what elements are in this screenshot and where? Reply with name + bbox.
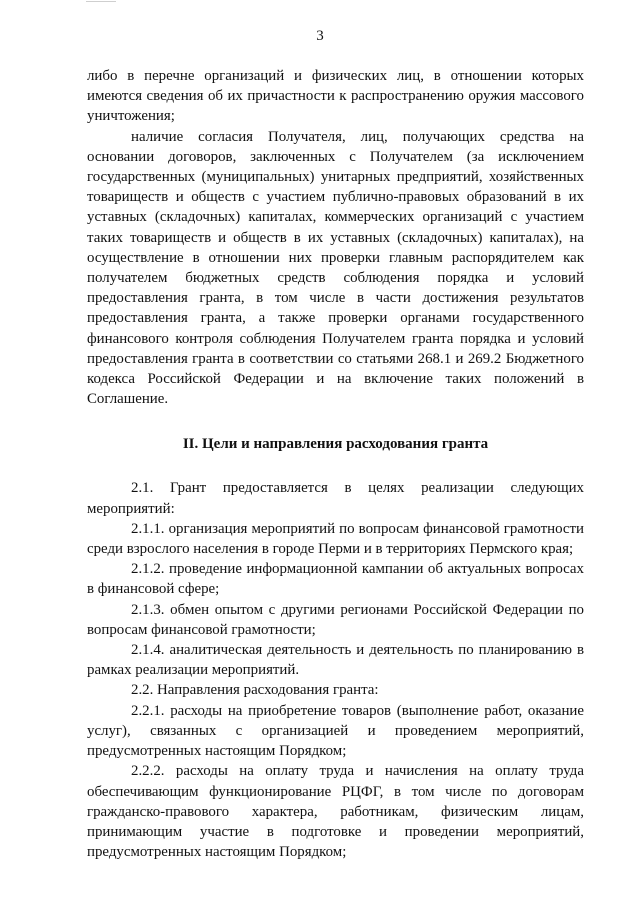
paragraph-2-1-2: 2.1.2. проведение информационной кампании об актуальных вопросах в финансовой сфере;	[87, 561, 584, 598]
paragraph-2-2-2: 2.2.2. расходы на оплату труда и начисления на оплату труда обеспечивающим функционирование РЦФГ, в том числе по договорам гражданско-правового характера, работникам, физическим лицам, принимающим участие в подготовке и проведении мероприятий, предусмотренных настоящим Порядком;	[87, 763, 584, 861]
document-body	[87, 66, 584, 862]
page-number: 3	[316, 28, 324, 44]
paragraph-2-1: 2.1. Грант предоставляется в целях реализации следующих мероприятий:	[87, 480, 584, 517]
paragraph-weapons-list: либо в перечне организаций и физических лиц, в отношении которых имеются сведения об их причастности к распространению оружия массового уничтожения;	[87, 68, 584, 125]
paragraph-2-1-1: 2.1.1. организация мероприятий по вопросам финансовой грамотности среди взрослого населения в городе Перми и в территориях Пермского края;	[87, 520, 584, 558]
scan-artifact	[86, 1, 116, 2]
paragraph-2-2-1: 2.2.1. расходы на приобретение товаров (выполнение работ, оказание услуг), связанных с организацией и проведением мероприятий, предусмотренных настоящим Порядком;	[87, 702, 584, 760]
paragraph-consent: наличие согласия Получателя, лиц, получающих средства на основании договоров, заключенных с Получателем (за исключением государственных (муниципальных) унитарных предприятий, хозяйственных товариществ и обществ с участием публично-правовых образований в их уставных (складочных) капиталах, коммерческих организаций с участием таких товариществ и обществ в их уставных (складочных) капиталах), на осуществление в отношении них проверки главным распорядителем как получателем бюджетных средств соблюдения порядка и условий предоставления гранта, в том числе в части достижения результатов предоставления гранта, а также проверки органами государственного финансового контроля соблюдения Получателем гранта порядка и условий предоставления гранта в соответствии со статьями 268.1 и 269.2 Бюджетного кодекса Российской Федерации и на включение таких положений в Соглашение.	[87, 128, 584, 408]
paragraph-2-1-4: 2.1.4. аналитическая деятельность и деятельность по планированию в рамках реализации мероприятий.	[87, 642, 584, 679]
paragraph-2-1-3: 2.1.3. обмен опытом с другими регионами Российской Федерации по вопросам финансовой грамотности;	[87, 601, 584, 638]
paragraph-2-2: 2.2. Направления расходования гранта:	[131, 682, 379, 699]
section-heading: II. Цели и направления расходования гранта	[182, 436, 489, 453]
